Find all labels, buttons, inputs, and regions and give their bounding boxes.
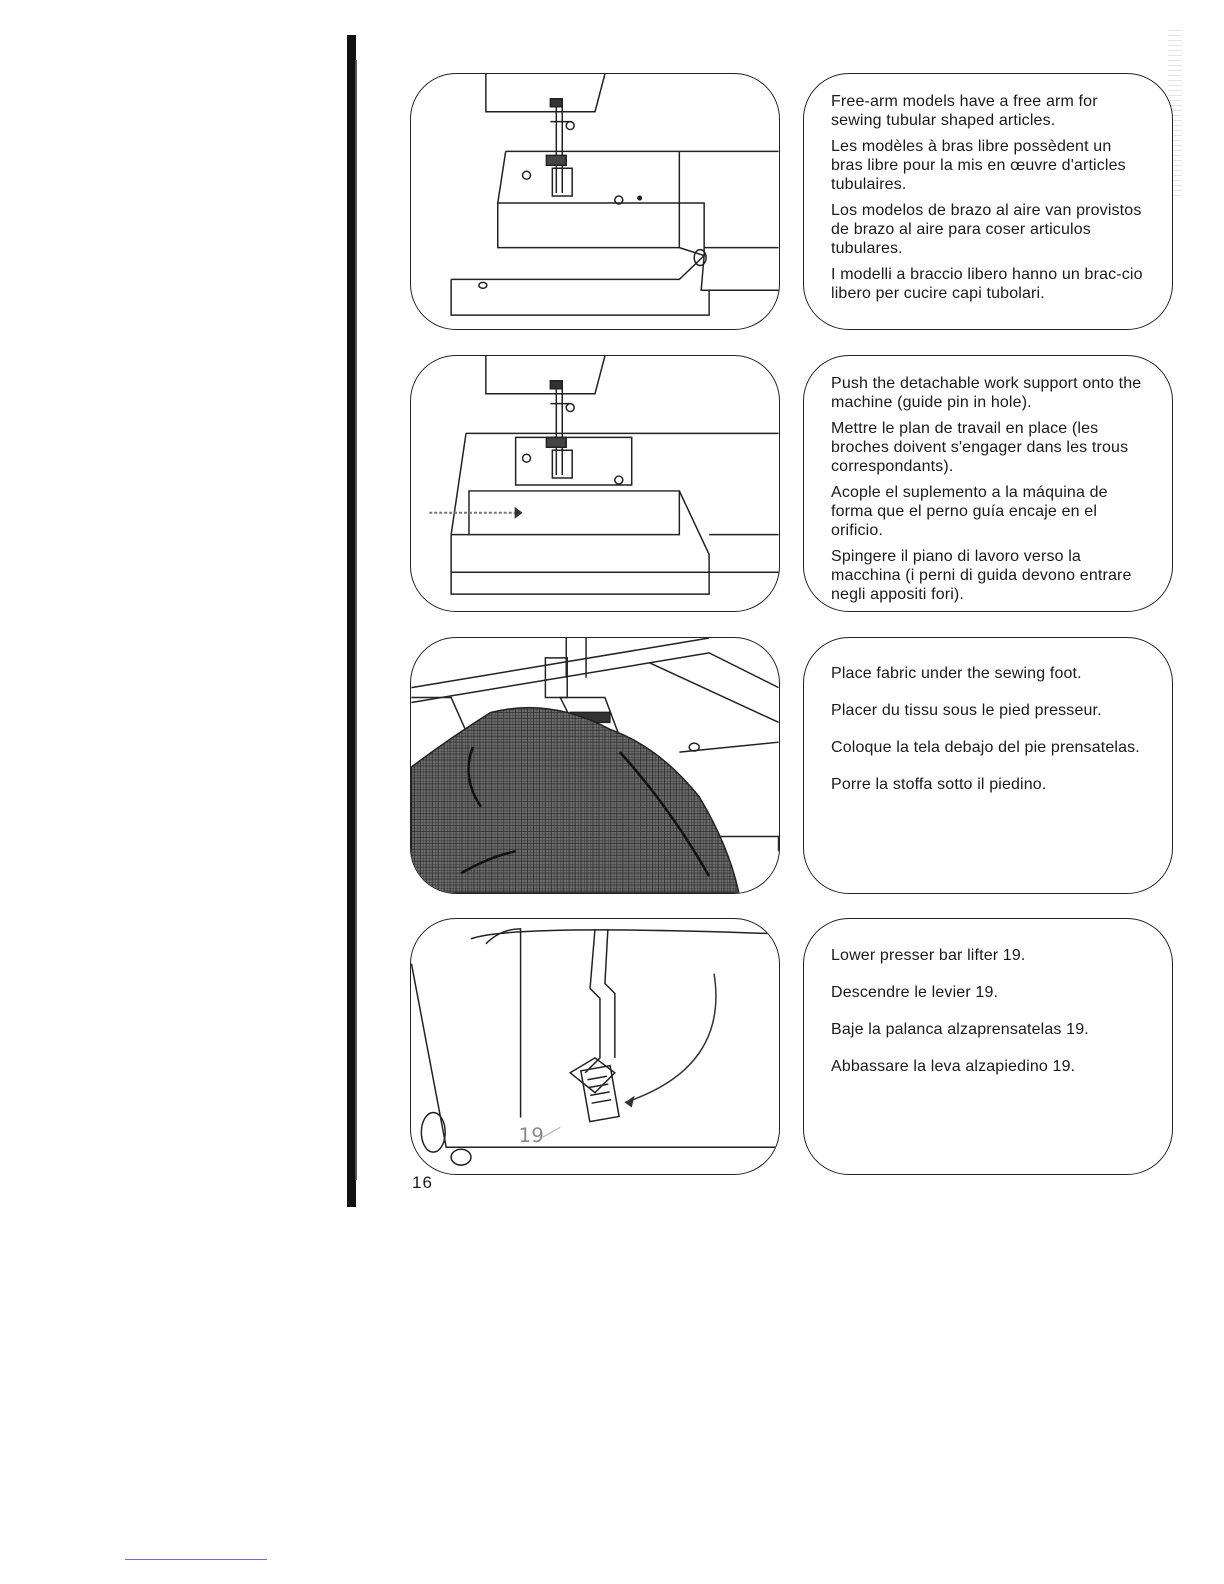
paragraph-es: Acople el suplemento a la máquina de forma que el perno guía encaje en el orificio. bbox=[831, 484, 1108, 539]
illustration-work-support bbox=[410, 355, 780, 612]
paragraph-it: Abbassare la leva alzapiedino 19. bbox=[831, 1058, 1076, 1075]
presser-lifter-drawing bbox=[411, 919, 779, 1174]
paragraph-fr: Placer du tissu sous le pied presseur. bbox=[831, 702, 1102, 719]
paragraph-it: I modelli a braccio libero hanno un brac-cio libero per cucire capi tubolari. bbox=[831, 266, 1143, 302]
binding-edge-shadow bbox=[355, 60, 357, 1180]
paragraph-it: Spingere il piano di lavoro verso la macchina (i perni di guida devono entrare negli appositi fori). bbox=[831, 548, 1132, 603]
paragraph-es: Los modelos de brazo al aire van provistos de brazo al aire para coser articulos tubulares. bbox=[831, 202, 1142, 257]
paragraph-fr: Les modèles à bras libre possèdent un bras libre pour la mis en œuvre d'articles tubulaires. bbox=[831, 138, 1126, 193]
paragraph-es: Baje la palanca alzaprensatelas 19. bbox=[831, 1021, 1089, 1038]
illustration-place-fabric bbox=[410, 637, 780, 894]
text-box-work-support bbox=[803, 355, 1173, 612]
paragraph-fr: Descendre le levier 19. bbox=[831, 984, 999, 1001]
paragraph-en: Free-arm models have a free arm for sewing tubular shaped articles. bbox=[831, 93, 1098, 129]
paragraph-es: Coloque la tela debajo del pie prensatelas. bbox=[831, 739, 1140, 756]
paragraph-en: Place fabric under the sewing foot. bbox=[831, 665, 1082, 682]
callout-number: 19 bbox=[518, 1124, 544, 1148]
paragraph-en: Lower presser bar lifter 19. bbox=[831, 947, 1026, 964]
text-box-presser-lifter bbox=[803, 918, 1173, 1175]
free-arm-machine-drawing bbox=[411, 74, 779, 329]
text-box-place-fabric bbox=[803, 637, 1173, 894]
paragraph-fr: Mettre le plan de travail en place (les broches doivent s'engager dans les trous correspondants). bbox=[831, 420, 1129, 475]
footer-line bbox=[125, 1559, 267, 1560]
text-box-free-arm bbox=[803, 73, 1173, 330]
illustration-free-arm bbox=[410, 73, 780, 330]
place-fabric-drawing bbox=[411, 638, 779, 893]
paragraph-en: Push the detachable work support onto the machine (guide pin in hole). bbox=[831, 375, 1142, 411]
illustration-presser-lifter bbox=[410, 918, 780, 1175]
paragraph-it: Porre la stoffa sotto il piedino. bbox=[831, 776, 1047, 793]
work-support-drawing bbox=[411, 356, 779, 611]
page-number: 16 bbox=[412, 1173, 433, 1192]
